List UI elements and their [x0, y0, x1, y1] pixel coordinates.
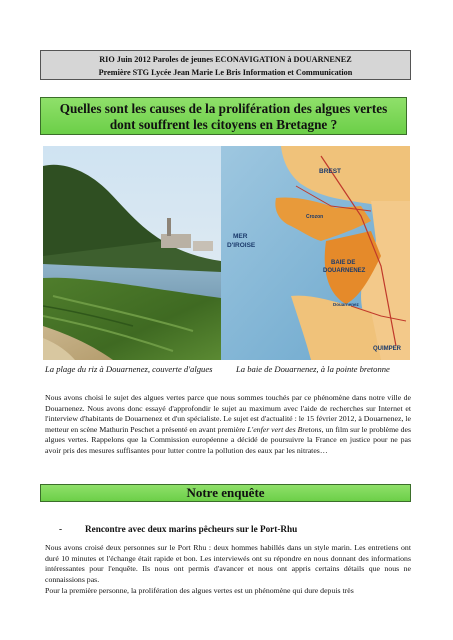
subsection-heading	[45, 524, 297, 534]
section-title: Notre enquête	[186, 485, 265, 500]
section-title-box	[40, 484, 411, 502]
map-label-baie-2: DOUARNENEZ	[323, 268, 366, 274]
paragraph-1: Nous avons croisé deux personnes sur le Port Rhu : deux hommes habillés dans un style marin. Les entretiens ont duré 10 minutes et l'échange était rapide et bon. Les interviewés ont su répondre en nous donnant des informations intéressantes pour l'enquête. Ils nous ont permis d'avancer et nous ont appris certains détails que nous ne connaissions pas.	[45, 543, 411, 584]
map-label-brest: BREST	[319, 168, 342, 175]
map-label-baie-1: BAIE DE	[331, 260, 356, 266]
paragraph-2: Pour la première personne, la prolifération des algues vertes est un phénomène qui dure depuis très	[45, 586, 354, 595]
header-line-2: Première STG Lycée Jean Marie Le Bris Information et Communication	[98, 68, 353, 77]
film-title: L'enfer vert des Bretons	[247, 424, 322, 434]
intro-text-1: Nous avons choisi le sujet des algues vertes parce que nous sommes touchés par ce phénomène dans notre ville de Douarnenez. Nous avons donc essayé d'approfondir le sujet au maximum avec l'aide de recherches sur Internet et l'interview d'habitants de Douarnenez et d'un spécialiste. Le sujet est d'actualité : le 15 février 2012, à Douarnenez, le metteur en scène Mathurin Peschet a présenté en avant première	[45, 393, 411, 434]
intro-text-2: , un film sur le problème des algues vertes. Rappelons que la Commission européenne a décidé de poursuivre la France en justice pour ne pas avoir pris des mesures suffisantes pour lutter contre la pollution des eaux par les nitrates…	[45, 424, 411, 455]
map-label-crozon: Crozon	[306, 214, 324, 220]
beach-photo	[43, 146, 221, 360]
subsection-title: Rencontre avec deux marins pêcheurs sur le Port-Rhu	[85, 524, 298, 534]
header-line-1: RIO Juin 2012 Paroles de jeunes ECONAVIGATION à DOUARNENEZ	[99, 55, 352, 64]
document-header	[40, 50, 411, 80]
map-label-quimper: QUIMPER	[373, 346, 402, 352]
map-label-iroise: D'IROISE	[227, 242, 256, 249]
map-label-douarnenez: Douarnenez	[333, 302, 359, 307]
subsection-dash: -	[59, 524, 63, 534]
caption-right: La baie de Douarnenez, à la pointe bretonne	[236, 364, 390, 374]
title-line-2: dont souffrent les citoyens en Bretagne ?	[109, 117, 338, 132]
bay-map	[221, 146, 410, 360]
title-line-1: Quelles sont les causes de la prolifération des algues vertes	[59, 101, 388, 116]
beach-photo-drawing	[43, 146, 221, 360]
caption-left: La plage du riz à Douarnenez, couverte d'algues	[45, 364, 213, 374]
intro-paragraph	[45, 393, 411, 457]
main-title-box	[40, 97, 407, 135]
bay-map-drawing	[221, 146, 410, 360]
map-label-mer: MER	[233, 233, 248, 240]
